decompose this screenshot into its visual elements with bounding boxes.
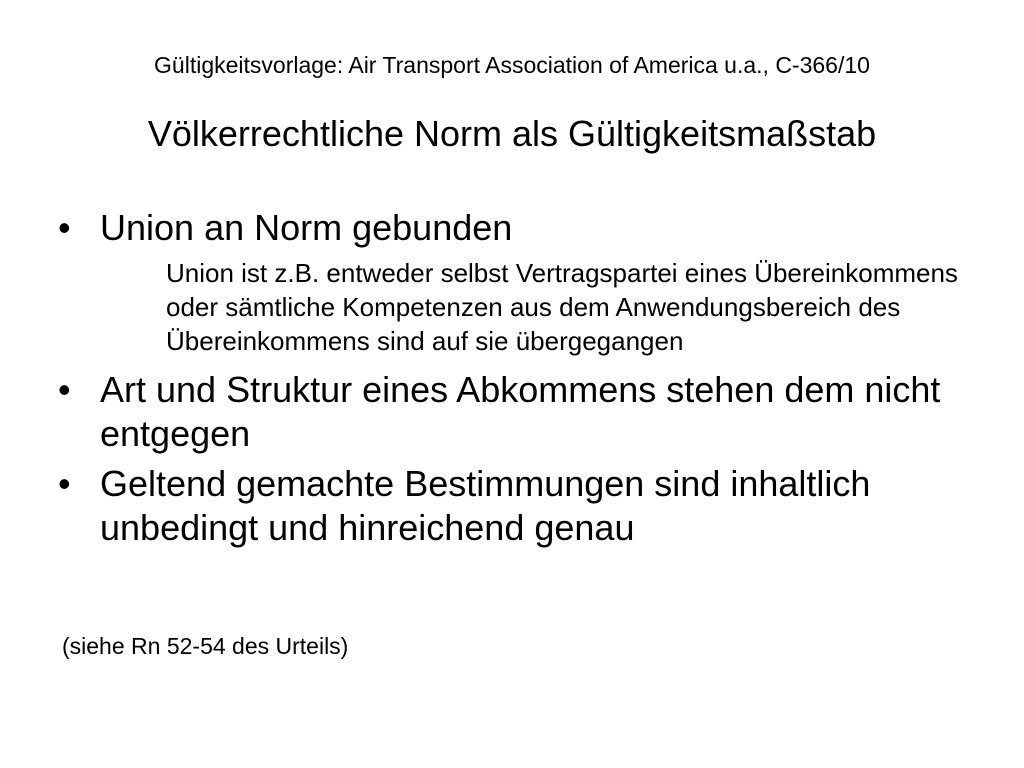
bullet-text: Art und Struktur eines Abkommens stehen dem nicht entgegen [100,369,941,454]
slide-title: Völkerrechtliche Norm als Gültigkeitsmaßstab [147,113,877,154]
bullet-text: Geltend gemachte Bestimmungen sind inhaltlich unbedingt und hinreichend genau [100,463,871,548]
bullet-subtext: Union ist z.B. entweder selbst Vertragspartei eines Übereinkommens oder sämtliche Kompetenzen aus dem Anwendungsbereich des Übereinkommens sind auf sie übergegangen [166,258,958,356]
bullet-item [58,462,978,550]
slide-subtitle: Gültigkeitsvorlage: Air Transport Association of America u.a., C-366/10 [154,52,870,78]
bullet-marker: • [58,369,71,410]
bullet-item [58,206,978,358]
bullet-marker: • [58,207,71,248]
bullet-marker: • [58,463,71,504]
bullet-list [58,206,978,556]
footnote: (siehe Rn 52-54 des Urteils) [62,633,349,659]
bullet-item [58,368,978,456]
bullet-text: Union an Norm gebunden [100,207,513,248]
